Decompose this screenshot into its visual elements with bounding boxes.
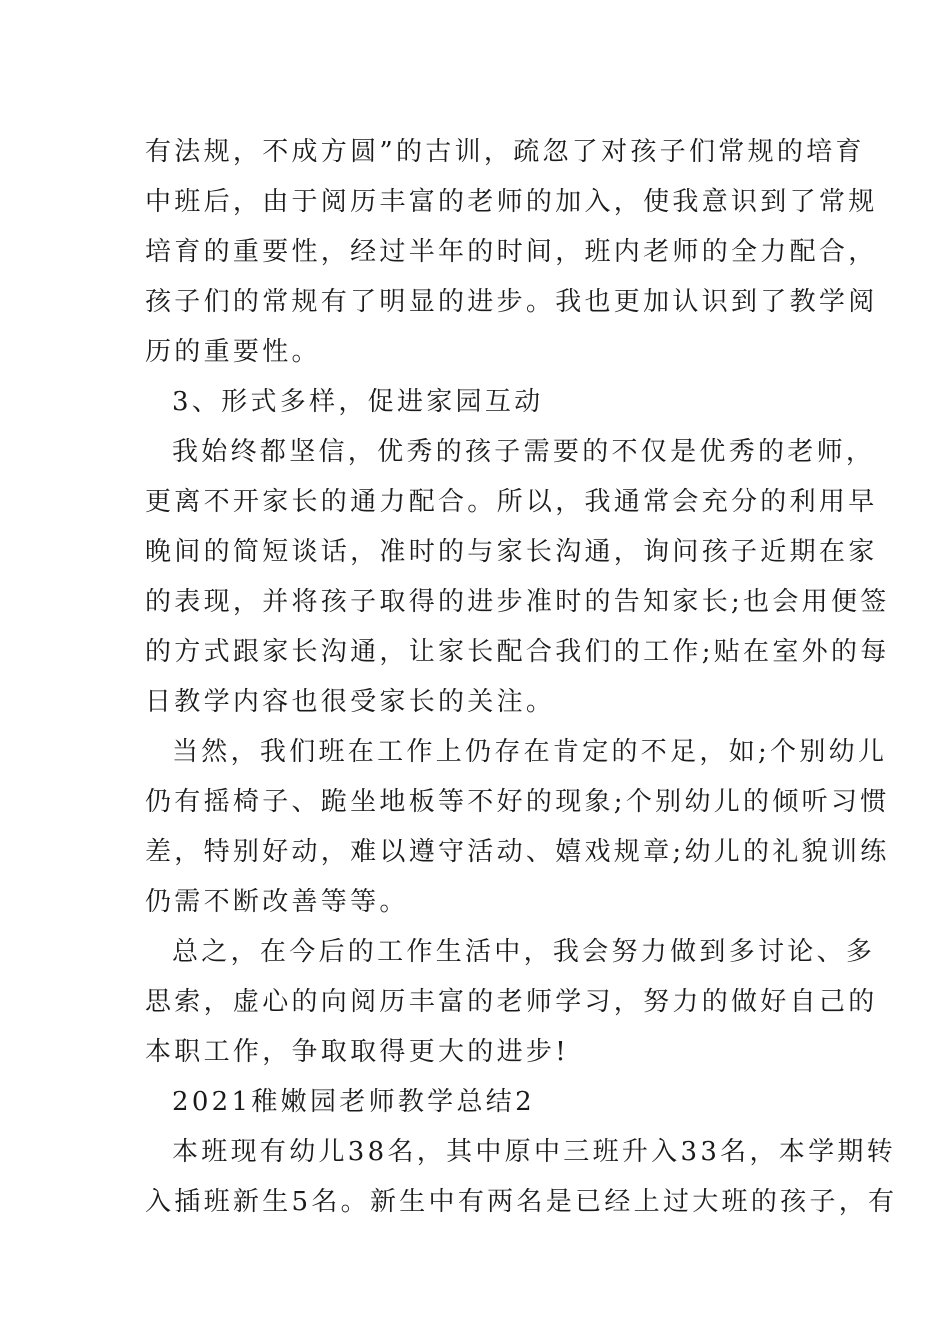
text-line: 仍需不断改善等等。 — [145, 887, 409, 917]
text-line: 当然，我们班在工作上仍存在肯定的不足，如;个别幼儿 — [172, 737, 888, 767]
text-line: 入插班新生5名。新生中有两名是已经上过大班的孩子，有 — [145, 1187, 898, 1217]
text-line: 培育的重要性，经过半年的时间，班内老师的全力配合， — [145, 237, 878, 267]
text-line: 总之，在今后的工作生活中，我会努力做到多讨论、多 — [172, 937, 876, 967]
section-title: 2021稚嫩园老师教学总结2 — [172, 1087, 535, 1117]
text-line: 本职工作，争取取得更大的进步! — [145, 1037, 569, 1067]
text-line: 仍有摇椅子、跪坐地板等不好的现象;个别幼儿的倾听习惯 — [145, 787, 890, 817]
text-line: 本班现有幼儿38名，其中原中三班升入33名，本学期转 — [172, 1137, 896, 1167]
text-line: 思索，虚心的向阅历丰富的老师学习，努力的做好自己的 — [145, 987, 878, 1017]
text-line: 孩子们的常规有了明显的进步。我也更加认识到了教学阅 — [145, 287, 878, 317]
text-line: 有法规，不成方圆”的古训，疏忽了对孩子们常规的培育 — [145, 137, 865, 167]
text-line: 晚间的简短谈话，准时的与家长沟通，询问孩子近期在家 — [145, 537, 878, 567]
text-line: 日教学内容也很受家长的关注。 — [145, 687, 556, 717]
text-line: 我始终都坚信，优秀的孩子需要的不仅是优秀的老师， — [172, 437, 876, 467]
text-line: 的方式跟家长沟通，让家长配合我们的工作;贴在室外的每 — [145, 637, 890, 667]
text-line: 历的重要性。 — [145, 337, 321, 367]
section-heading: 3、形式多样，促进家园互动 — [172, 387, 544, 417]
text-line: 中班后，由于阅历丰富的老师的加入，使我意识到了常规 — [145, 187, 878, 217]
text-line: 更离不开家长的通力配合。所以，我通常会充分的利用早 — [145, 487, 878, 517]
text-line: 差，特别好动，难以遵守活动、嬉戏规章;幼儿的礼貌训练 — [145, 837, 890, 867]
text-line: 的表现，并将孩子取得的进步准时的告知家长;也会用便签 — [145, 587, 890, 617]
